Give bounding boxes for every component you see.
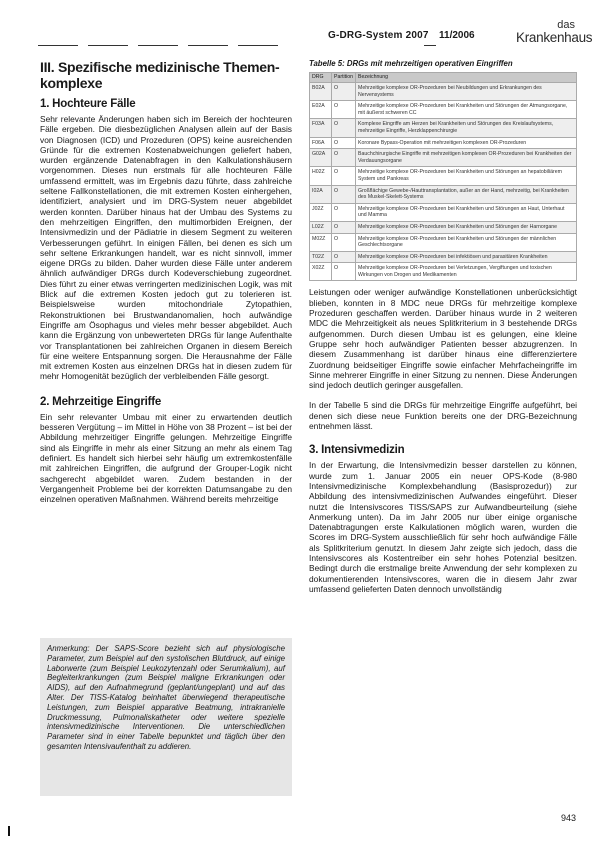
table-cell: O — [332, 185, 356, 203]
table-row — [310, 185, 577, 203]
table-cell: Mehrzeitige komplexe OR-Prozeduren bei Krankheiten und Störungen der männlichen Geschlechtsorgane — [356, 233, 577, 251]
table-cell: O — [332, 137, 356, 149]
table-cell: O — [332, 251, 356, 263]
header-issue: 11/2006 — [439, 30, 475, 41]
table-cell: Mehrzeitige komplexe OR-Prozeduren bei Verletzungen, Vergiftungen und toxischen Wirkungen von Drogen und Medikamenten — [356, 263, 577, 281]
table-cell: O — [332, 203, 356, 221]
paragraph-mehrzeitige-eingriffe: Ein sehr relevanter Umbau mit einer zu erwartenden deutlich besseren Vergütung – im Mittel in Höhe von 38 Prozent – ist bei der Abbildung mehrzeitiger Eingriffe gelungen. Mehrzeitige Eingriffe sind als Eingriffe in mehr als einer Sitzung an mehr als einem Tag definiert. Es handelt sich hierbei sehr häufig um extremkostenfälle mit zahlreichen Eingriffen, die aufgrund der Grouper-Logik nicht sachgerecht abgebildet waren. Zudem bestanden in der Vergangenheit Probleme bei der korrekten Datumsangabe zu den einzelnen operativen Maßnahmen. Während bereits mehrzeitige — [40, 411, 292, 505]
table-cell: T02Z — [310, 251, 332, 263]
table-row — [310, 167, 577, 185]
journal-logo — [516, 19, 593, 45]
table-header-row — [310, 73, 577, 83]
table-cell: O — [332, 167, 356, 185]
right-column — [309, 59, 577, 594]
header-rule — [88, 45, 128, 46]
drg-table — [309, 72, 577, 281]
table-header-cell: Bezeichnung — [356, 73, 577, 83]
subsection-title-1: 1. Hochteure Fälle — [40, 98, 136, 110]
table-cell: F06A — [310, 137, 332, 149]
table-cell: O — [332, 149, 356, 167]
table-cell: L02Z — [310, 221, 332, 233]
logo-name: Krankenhaus — [516, 30, 593, 45]
table-cell: I02A — [310, 185, 332, 203]
subsection-title-2: 2. Mehrzeitige Eingriffe — [40, 395, 162, 408]
paragraph-hochteure-faelle: Sehr relevante Änderungen haben sich im Bereich der hochteuren Fälle ergeben. Die diesbezüglichen Analysen allein auf der Basis von Diagnosen (ICD) und Prozeduren (OPS) keine ausreichenden Gründe für die extremen Kostenabweichungen geliefert haben, wurden ergänzende Datenabfragen in den Kalkulationshäusern vorgenommen. Dieses nun erstmals für alle hochteuren Fälle umfassend ermittelt, was im Ergebnis dazu führte, dass zahlreiche seltene Fallkonstellationen, die mit extremen Kosten einhergehen, identifiziert, analysiert und im DRG-System neuer abgebildet werden konnten. Darüber hinaus hat der Umbau des Systems zu den mehrzeitigen Eingriffen, den multimorbiden Ereignen, der Intensivmedizin und der Pädiatrie in diesem Segment zu weiteren Verbesserungen geführt. In einigen Fällen, bei denen es sich um sehr seltene Erkrankungen handelt, war es nicht sinnvoll, immer eigene DRGs zu bilden. Daher wurden diese Fälle unter anderem ähnlich aufwändiger DRGs durch Kodeverschiebung zugeordnet. Dies führt zu einer etwas verringerten medizinischen Logik, was mit Blick auf die extremen Kosten jedoch gut zu tolerieren ist. Beispielsweise wurden mitochondriale Zytopathien, Rekonstruktionen bei Brustwandanomalien, hoch aufwändige Eingriffe am Ösophagus und vieles mehr besser abgebildet. Auch kann die Ergänzung von unbewerteten DRGs für lange Aufenthalte vor Transplantationen bei zahlreichen Organen in diesem Bereich für eine weitere Entspannung sorgen. Die Herausnahme der Fälle mit extremen Kosten aus einzelnen DRGs hat in diesen zudem für mehr Homogenität bezüglich der verbleibenden Fälle gesorgt. — [40, 114, 292, 382]
table-cell: Mehrzeitige komplexe OR-Prozeduren bei Krankheiten und Störungen der Atmungsorgane, mit äußerst schweren CC — [356, 101, 577, 119]
section-title: III. Spezifische medizinische Themen-komplexe — [40, 59, 280, 91]
table-header-cell: DRG — [310, 73, 332, 83]
page-number: 943 — [561, 813, 577, 823]
left-column — [40, 59, 292, 504]
table-cell: O — [332, 119, 356, 137]
table-row — [310, 203, 577, 221]
header-topic: G-DRG-System 2007 — [328, 30, 429, 41]
table-row — [310, 263, 577, 281]
table-row — [310, 101, 577, 119]
table-row — [310, 233, 577, 251]
paragraph-tabelle-hinweis: In der Tabelle 5 sind die DRGs für mehrzeitige Eingriffe aufgeführt, bei denen sich diese neue Funktion bereits one der DRG-Bezeichnung entnehmen lässt. — [309, 400, 577, 432]
table-cell: Mehrzeitige komplexe OR-Prozeduren bei Krankheiten und Störungen an hepatobiliärem System und Pankreas — [356, 167, 577, 185]
table-cell: B02A — [310, 83, 332, 101]
subsection-title-3: 3. Intensivmedizin — [309, 444, 405, 457]
table-cell: Komplexe Eingriffe am Herzen bei Krankheiten und Störungen des Kreislaufsystems, mehrzeitige Eingriffe, Herzklappenchirurgie — [356, 119, 577, 137]
logo-das: das — [557, 19, 575, 31]
table-cell: F03A — [310, 119, 332, 137]
table-cell: Mehrzeitige komplexe OR-Prozeduren bei infektiösen und parasitären Krankheiten — [356, 251, 577, 263]
table-cell: O — [332, 233, 356, 251]
table-cell: E02A — [310, 101, 332, 119]
table-cell: G02A — [310, 149, 332, 167]
table-cell: Mehrzeitige komplexe OR-Prozeduren bei Neubildungen und Erkrankungen des Nervensystems — [356, 83, 577, 101]
table-cell: O — [332, 221, 356, 233]
table-cell: H02Z — [310, 167, 332, 185]
table-caption: Tabelle 5: DRGs mit mehrzeitigen operativen Eingriffen — [309, 59, 513, 68]
table-cell: Mehrzeitige komplexe OR-Prozeduren bei Krankheiten und Störungen der Harnorgane — [356, 221, 577, 233]
table-cell: M02Z — [310, 233, 332, 251]
table-row — [310, 221, 577, 233]
table-cell: Mehrzeitige komplexe OR-Prozeduren bei Krankheiten und Störungen an Haut, Unterhaut und Mamma — [356, 203, 577, 221]
table-row — [310, 137, 577, 149]
table-row — [310, 149, 577, 167]
header-rule — [188, 45, 228, 46]
table-cell: J02Z — [310, 203, 332, 221]
table-row — [310, 251, 577, 263]
paragraph-intensivmedizin: In der Erwartung, die Intensivmedizin besser darstellen zu können, wurde zum 1. Januar 2005 ein neuer OPS-Kode (8-980 Intensivmedizinische Komplexbehandlung (Basisprozedur)) zur Abbildung des intensivmedizinischen Aufwandes eingeführt. Dieser nutzt die Intensivscores TISS/SAPS zur Aufwandbeurteilung (siehe Anmerkung unten). Da im Jahr 2005 nur über einige organische Datenabtragungen erste Kalkulationen möglich waren, wurden die Scores im DRG-System ausschließlich für sehr hoch aufwändige Fälle als Splitkriterium genutzt. In diesem Jahr zeigte sich jedoch, dass die Intensivscores als Kostentreiber ein sehr hohes Potenzial besitzen. Bedingt durch die erstmalige breite Anwendung der sehr komplexen zu dokumentierenden Intensivscores, waren die in diesem Jahr zwar umfassend gelieferten Daten dennoch unvollständig — [309, 460, 577, 594]
header-rule — [424, 45, 436, 46]
header-rule — [38, 45, 78, 46]
table-cell: Großflächige Gewebe-/Hauttransplantation, außer an der Hand, mehrzeitig, bei Krankheiten des Muskel-Skelett-Systems — [356, 185, 577, 203]
note-text: Anmerkung: Der SAPS-Score bezieht sich auf physiologische Parameter, zum Beispiel auf den systolischen Blutdruck, auf einige Laborwerte (zum Beispiel Leukozytenzahl oder Serumkalium), auf Begleiterkrankungen (zum Beispiel maligne Erkrankungen oder AIDS), auf den Aufnahmegrund (geplant/ungeplant) und auf das Alter. Der TISS-Katalog beinhaltet überwiegend therapeutische Leistungen, zum Beispiel apparative Beatmung, intrakranielle Druckmessung, Pulmonaliskatheter oder weitere spezielle intensivmedizinische Interventionen. Die unterschiedlichen Parameter sind in einer Tabelle bepunktet und täglich über den gesamten Intensivaufenthalt zu addieren. — [47, 644, 285, 751]
table-cell: O — [332, 101, 356, 119]
table-header-cell: Partition — [332, 73, 356, 83]
table-cell: Koronare Bypass-Operation mit mehrzeitigen komplexen OR-Prozeduren — [356, 137, 577, 149]
table-cell: O — [332, 263, 356, 281]
note-box — [40, 638, 292, 796]
crop-mark — [8, 826, 10, 836]
table-cell: Bauchchirurgische Eingriffe mit mehrzeitigen komplexen OR-Prozeduren bei Krankheiten der Verdauungsorgane — [356, 149, 577, 167]
header-rule — [238, 45, 278, 46]
paragraph-mehrzeitige-fortsetzung: Leistungen oder weniger aufwändige Konstellationen unberücksichtigt blieben, konnten in 8 MDC neue DRGs für mehrzeitige komplexe Prozeduren geschaffen werden. Darüber hinaus wurde in 2 weiteren MDC die Mehrzeitigkeit als neues Splitkriterium in 3 bestehende DRGs aufgenommen. Durch diesen Umbau ist es gelungen, eine kleine Gruppe sehr hoch aufwändiger Patienten besser abzugrenzen. In diesem Zusammenhang ist darüber hinaus eine differenziertere Zuordnung beidseitiger Eingriffe sowie einfacher Mehrfacheingriffe im Sinne mehrerer Eingriffe in einer Sitzung zu nennen. Diese Änderungen sind jedoch deutlich geringer ausgefallen. — [309, 287, 577, 391]
table-row — [310, 119, 577, 137]
header-rule — [138, 45, 178, 46]
table-cell: O — [332, 83, 356, 101]
table-row — [310, 83, 577, 101]
page-header — [38, 19, 593, 48]
table-cell: X02Z — [310, 263, 332, 281]
